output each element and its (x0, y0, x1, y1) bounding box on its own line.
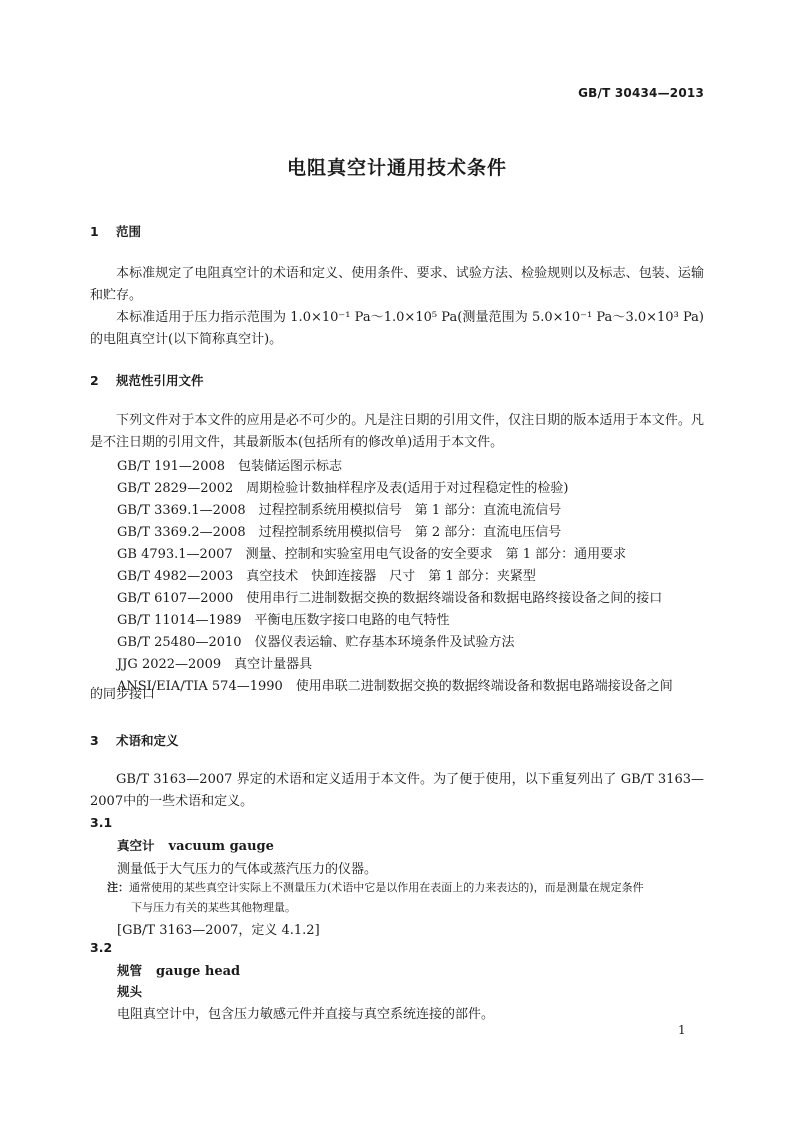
page-number: 1 (678, 1023, 686, 1037)
clause-3-2-number: 3.2 (90, 940, 113, 955)
scope-paragraph-2: 本标准适用于压力指示范围为 1.0×10⁻¹ Pa～1.0×10⁵ Pa(测量范围为 5.0×10⁻¹ Pa～3.0×10³ Pa)的电阻真空计(以下简称真空计)。 (90, 310, 704, 347)
references-intro: 下列文件对于本文件的应用是必不可少的。凡是注日期的引用文件，仅注日期的版本适用于本文件。凡是不注日期的引用文件，其最新版本(包括所有的修改单)适用于本文件。 (90, 413, 704, 450)
term-alt-cn: 规头 (117, 984, 143, 999)
clause-3-1-number: 3.1 (90, 815, 113, 830)
reference-item-ansi: ANSI/EIA/TIA 574—1990 使用串联二进制数据交换的数据终端设备和数据电路端接设备之间 (117, 679, 673, 694)
section-2-title: 规范性引用文件 (116, 373, 204, 388)
note-text: 通常使用的某些真空计实际上不测量压力(术语中它是以作用在表面上的力来表达的)，而是测量在规定条件 (129, 881, 644, 894)
term-source: [GB/T 3163—2007，定义 4.1.2] (117, 923, 320, 938)
term-note (107, 878, 707, 918)
section-1-heading (90, 222, 141, 240)
term-alt (117, 982, 142, 1000)
reference-item: GB/T 3369.1—2008 过程控制系统用模拟信号 第 1 部分：直流电流信号 (117, 503, 562, 518)
note-text-continued: 下与压力有关的某些其他物理量。 (131, 901, 296, 914)
scope-paragraph-1: 本标准规定了电阻真空计的术语和定义、使用条件、要求、试验方法、检验规则以及标志、包装、运输和贮存。 (90, 266, 704, 303)
section-3-number: 3 (90, 733, 99, 748)
term-definition: 测量低于大气压力的气体或蒸汽压力的仪器。 (117, 862, 378, 877)
term-gauge-head (117, 961, 240, 979)
reference-item: GB/T 11014—1989 平衡电压数字接口电路的电气特性 (117, 613, 450, 628)
reference-item: GB 4793.1—2007 测量、控制和实验室用电气设备的安全要求 第 1 部分：通用要求 (117, 547, 627, 562)
term-en: vacuum gauge (168, 839, 274, 854)
section-2-heading (90, 371, 204, 389)
reference-item: GB/T 191—2008 包装储运图示标志 (117, 459, 343, 474)
reference-item: GB/T 25480—2010 仪器仪表运输、贮存基本环境条件及试验方法 (117, 635, 515, 650)
reference-item-ansi-continued: 的同步接口 (90, 687, 156, 702)
document-title: 电阻真空计通用技术条件 (286, 157, 507, 179)
term-definition: 电阻真空计中，包含压力敏感元件并直接与真空系统连接的部件。 (117, 1007, 495, 1022)
reference-item: GB/T 6107—2000 使用串行二进制数据交换的数据终端设备和数据电路终接设备之间的接口 (117, 591, 663, 606)
section-3-heading (90, 731, 179, 749)
reference-item: GB/T 2829—2002 周期检验计数抽样程序及表(适用于对过程稳定性的检验) (117, 481, 569, 496)
section-1-number: 1 (90, 224, 99, 239)
reference-item: JJG 2022—2009 真空计量器具 (117, 657, 313, 672)
reference-item: GB/T 4982—2003 真空技术 快卸连接器 尺寸 第 1 部分：夹紧型 (117, 569, 536, 584)
reference-item: GB/T 3369.2—2008 过程控制系统用模拟信号 第 2 部分：直流电压信号 (117, 525, 562, 540)
section-1-title: 范围 (116, 224, 142, 239)
term-cn: 规管 (117, 963, 143, 978)
term-vacuum-gauge (117, 836, 274, 854)
term-cn: 真空计 (117, 838, 155, 853)
term-en: gauge head (156, 964, 241, 979)
terms-intro: GB/T 3163—2007 界定的术语和定义适用于本文件。为了便于使用，以下重复列出了 GB/T 3163—2007中的一些术语和定义。 (90, 772, 704, 809)
standard-number: GB/T 30434—2013 (578, 86, 704, 100)
section-2-number: 2 (90, 373, 99, 388)
note-label: 注： (107, 881, 129, 894)
section-3-title: 术语和定义 (116, 733, 179, 748)
